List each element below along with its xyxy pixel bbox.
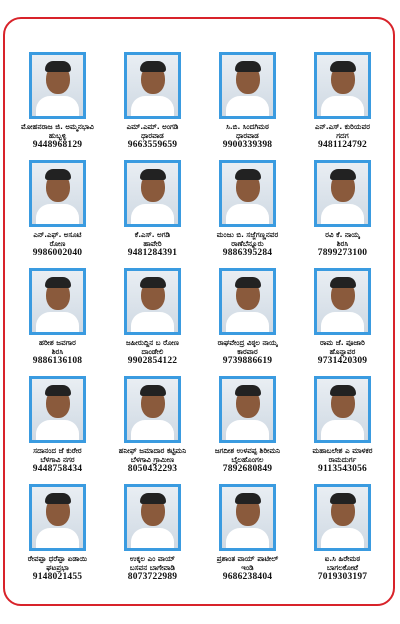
member-phone: 9448758434 (32, 464, 83, 474)
member-name: ರೇವಪ್ಪಾ ಧರೆಪ್ಪಾ ಏಡಾಯಿ (27, 554, 88, 563)
member-card (10, 484, 105, 592)
member-phone: 9686238404 (222, 572, 273, 582)
member-place: ಹಾವೇರಿ (143, 239, 162, 248)
member-phone: 8050432293 (127, 464, 178, 474)
member-card (200, 376, 295, 484)
member-card (10, 268, 105, 376)
member-photo (124, 484, 181, 551)
member-card (295, 268, 390, 376)
member-place: ದಾಂಡೇಲಿ (141, 347, 164, 356)
member-photo (29, 484, 86, 551)
member-name: ಮಂಜು ಬಿ. ಸಜ್ಜೆಗಣ್ಣನವರ (216, 230, 279, 239)
member-photo (29, 52, 86, 119)
member-place: ರೋಣ (49, 239, 66, 248)
member-name: ಕೆ.ಎಸ್. ಅಗಡಿ (134, 230, 171, 239)
member-card (10, 160, 105, 268)
member-name: ಉಕ್ಕಲ ಎಂ ವಾಯ್ (129, 554, 176, 563)
member-photo (314, 52, 371, 119)
member-photo (124, 52, 181, 119)
member-phone: 7019303197 (317, 572, 368, 582)
member-phone: 9481284391 (127, 248, 178, 258)
member-photo (124, 160, 181, 227)
member-photo (314, 268, 371, 335)
member-photo (219, 484, 276, 551)
member-name: ಸದಾನಂದ ಜೆ ಕುರೇರ (33, 446, 82, 455)
member-photo (124, 268, 181, 335)
member-phone: 7892680849 (222, 464, 273, 474)
member-place: ರಾಣೆಬೆನ್ನೂರು (231, 239, 264, 248)
member-card (200, 484, 295, 592)
member-card (105, 376, 200, 484)
members-grid (10, 52, 390, 592)
member-phone: 9739886619 (222, 356, 273, 366)
member-phone: 9886136108 (32, 356, 83, 366)
member-name: ಹರೀಶ ಜವಗಾರ (39, 338, 76, 347)
member-photo (314, 376, 371, 443)
member-card (105, 160, 200, 268)
member-card (295, 376, 390, 484)
member-phone: 9986002040 (32, 248, 83, 258)
member-photo (29, 376, 86, 443)
member-name: ಹನೀಫ್ ಜಮಾದಾರ ಕಟ್ಟಿಮನಿ (118, 446, 187, 455)
member-photo (314, 160, 371, 227)
member-phone: 9902854122 (127, 356, 178, 366)
member-place: ಬೈಲಹೊಂಗಲ (231, 455, 264, 464)
member-phone: 9448968129 (32, 140, 83, 150)
member-card (200, 268, 295, 376)
member-card (10, 52, 105, 160)
member-phone: 9481124792 (318, 140, 367, 150)
member-phone: 9148021455 (32, 572, 83, 582)
member-card (105, 52, 200, 160)
member-name: ಎನ್.ಎಸ್. ಕುರಿಯವರ (314, 122, 371, 131)
member-phone: 9113543056 (318, 464, 367, 474)
member-card (200, 160, 295, 268)
member-photo (219, 268, 276, 335)
member-place: ಕಾರವಾರ (237, 347, 258, 356)
member-photo (314, 484, 371, 551)
member-name: ಎಮ್.ಎಮ್. ಅಂಗಡಿ (126, 122, 179, 131)
member-name: ರಾಘವೇಂದ್ರ ವಿಠ್ಠಲ ನಾಯ್ಕ (217, 338, 278, 347)
member-name: ಮಹಾಬಲೇಶ ಎ ಮಾಳಕರ (312, 446, 373, 455)
member-photo (219, 160, 276, 227)
member-photo (219, 376, 276, 443)
member-name: ರಾಮ ಜೆ. ಪೂಜಾರಿ (320, 338, 365, 347)
member-place: ಇಂಡಿ (241, 563, 254, 572)
member-place: ಹೊನ್ನಾವರ (329, 347, 356, 356)
member-place: ಗದಗ (336, 131, 349, 140)
member-name: ಪ್ರಶಾಂತ ವಾಯ್ ಪಾಟೀಲ್ (216, 554, 279, 563)
member-card (200, 52, 295, 160)
member-place: ಬಸವನ ಬಾಗೇವಾಡಿ (129, 563, 176, 572)
member-place: ಧಾರವಾಡ (141, 131, 164, 140)
member-place: ಹುಬ್ಬಳ್ಳಿ (48, 131, 67, 140)
member-name: ಸಿ.ಬಿ. ಸಿಂದಗಿಮಠ (226, 122, 269, 131)
member-card (105, 268, 200, 376)
member-name: ಐ.ಸಿ ಹಿರೇಮಠ (324, 554, 361, 563)
member-place: ಘಟಪ್ರಭಾ (46, 563, 69, 572)
member-photo (219, 52, 276, 119)
member-photo (29, 160, 86, 227)
member-name: ಮೋಹನರಾಜ ಜಿ. ಅಮ್ಮನಭಾವಿ (21, 122, 94, 131)
member-phone: 8073722989 (127, 572, 178, 582)
member-card (295, 52, 390, 160)
member-name: ಎನ್.ಎಫ್. ಅಸೂಟಿ (33, 230, 82, 239)
member-place: ಶಿರಸಿ (336, 239, 349, 248)
member-photo (124, 376, 181, 443)
member-name: ಜಹೀರುದ್ದಿನ ಬ ರೋಣ (126, 338, 179, 347)
member-photo (29, 268, 86, 335)
member-phone: 9886395284 (222, 248, 273, 258)
member-place: ಬೆಳಗಾವಿ ನಗರ (40, 455, 75, 464)
member-place: ಧಾರವಾಡ (236, 131, 259, 140)
member-name: ರವಿ ಕೆ. ನಾಯ್ಕ (325, 230, 360, 239)
member-place: ರಾಮದುರ್ಗ (328, 455, 357, 464)
member-card (295, 160, 390, 268)
member-phone: 9900339398 (222, 140, 273, 150)
member-place: ಶಿರಸಿ (51, 347, 64, 356)
member-card (105, 484, 200, 592)
member-card (10, 376, 105, 484)
member-phone: 7899273100 (317, 248, 368, 258)
member-place: ಬಾಗಲಕೋಟೆ (326, 563, 359, 572)
member-name: ಜಗದೀಶ ಉಳವಪ್ಪ ಶಿರೀಮನಿ (214, 446, 281, 455)
member-phone: 9663559659 (127, 140, 178, 150)
member-place: ಬೆಳಗಾವಿ ಗ್ರಾಮೀಣ (130, 455, 175, 464)
member-phone: 9731420309 (317, 356, 368, 366)
member-card (295, 484, 390, 592)
